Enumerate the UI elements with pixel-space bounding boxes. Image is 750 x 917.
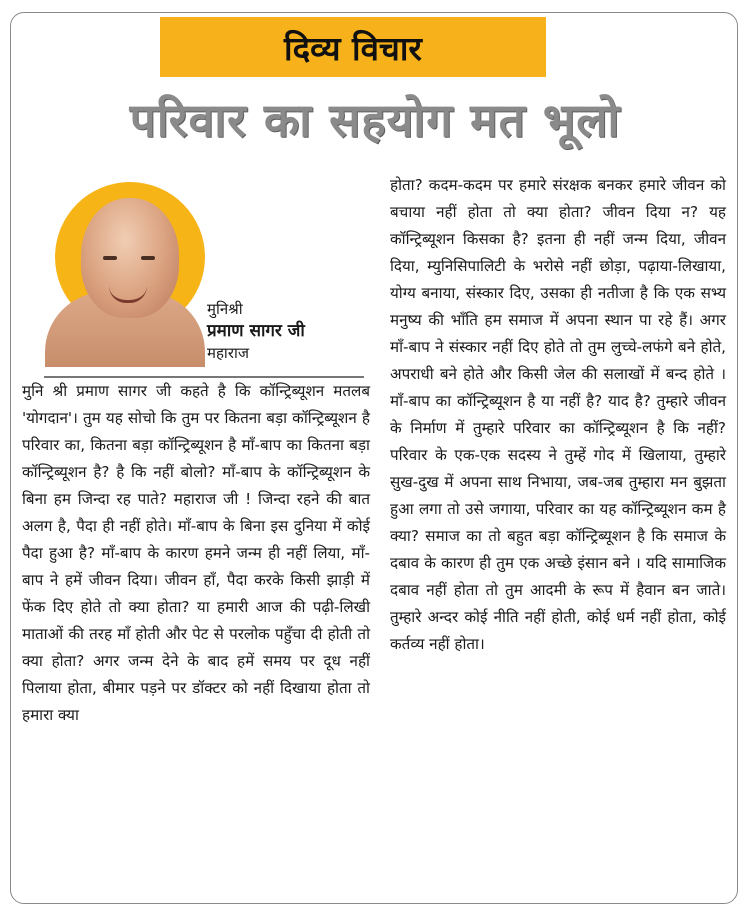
portrait-face	[81, 198, 179, 318]
article-text-left: मुनि श्री प्रमाण सागर जी कहते है कि कॉन्ट्रिब्यूशन मतलब 'योगदान'। तुम यह सोचो कि तुम पर कितना बड़ा कॉन्ट्रिब्यूशन है परिवार का, कितना बड़ा कॉन्ट्रिब्यूशन है माँ-बाप का कितना बड़ा कॉन्ट्रिब्यूशन है? है कि नहीं बोलो? माँ-बाप के कॉन्ट्रिब्यूशन के बिना हम जिन्दा रह पाते? महाराज जी ! जिन्दा रहने की बात अलग है, पैदा ही नहीं होते। माँ-बाप के बिना इस दुनिया में कोई पैदा हुआ है? माँ-बाप के कारण हमने जन्म ही नहीं लिया, माँ-बाप ने हमें जीवन दिया। जीवन हाँ, पैदा करके किसी झाड़ी में फेंक दिए होते तो क्या होता? या हमारी आज की पढ़ी-लिखी माताओं की तरह माँ होती और पेट से परलोक पहुँचा दी होती तो क्या होता? अगर जन्म देने के बाद हमें समय पर दूध नहीं पिलाया होता, बीमार पड़ने पर डॉक्टर को नहीं दिखाया होता तो हमारा क्या	[22, 382, 370, 724]
article-text-right: होता? कदम-कदम पर हमारे संरक्षक बनकर हमारे जीवन को बचाया नहीं होता तो क्या होता? जीवन दिया न? यह कॉन्ट्रिब्यूशन किसका है? इतना ही नहीं जन्म दिया, जीवन दिया, म्युनिसिपालिटी के भरोसे नहीं छोड़ा, पढ़ाया-लिखाया, योग्य बनाया, संस्कार दिए, उसका ही नतीजा है कि एक सभ्य मनुष्य की भाँति हम समाज में अपना स्थान पा रहे हैं। अगर माँ-बाप ने संस्कार नहीं दिए होते तो तुम लुच्चे-लफंगे बने होते, अपराधी बने होते और किसी जेल की सलाखों में बन्द होते । माँ-बाप का कॉन्ट्रिब्यूशन है या नहीं है? याद है? तुम्हारे जीवन के निर्माण में तुम्हारे परिवार का कॉन्ट्रिब्यूशन है कि नहीं? परिवार के एक-एक सदस्य ने तुम्हें गोद में खिलाया, तुम्हारे सुख-दुख में अपना साथ निभाया, जब-जब तुम्हारा मन बुझता हुआ लगा तो उसे जगाया, परिवार का यह कॉन्ट्रिब्यूशन कम है क्या? समाज का तो बहुत बड़ा कॉन्ट्रिब्यूशन है कि समाज के दबाव के कारण ही तुम एक अच्छे इंसान बने । यदि सामाजिक दबाव नहीं होता तो तुम आदमी के रूप में हैवान बन जाते। तुम्हारे अन्दर कोई नीति नहीं होती, कोई धर्म नहीं होता, कोई कर्तव्य नहीं होता।	[390, 176, 726, 653]
portrait-eye-right	[141, 256, 155, 260]
byline-title: मुनिश्री	[207, 300, 243, 318]
byline-name: प्रमाण सागर जी	[207, 321, 305, 341]
author-byline	[207, 298, 305, 364]
portrait-smile	[109, 286, 147, 303]
portrait-eye-left	[103, 256, 117, 260]
section-title: दिव्य विचार	[284, 28, 422, 68]
article-column-right	[390, 172, 726, 658]
section-banner	[160, 17, 546, 77]
byline-suffix: महाराज	[207, 344, 249, 362]
headline: परिवार का सहयोग मत भूलो	[129, 93, 621, 147]
article-column-left	[22, 378, 370, 729]
author-portrait	[45, 182, 210, 367]
